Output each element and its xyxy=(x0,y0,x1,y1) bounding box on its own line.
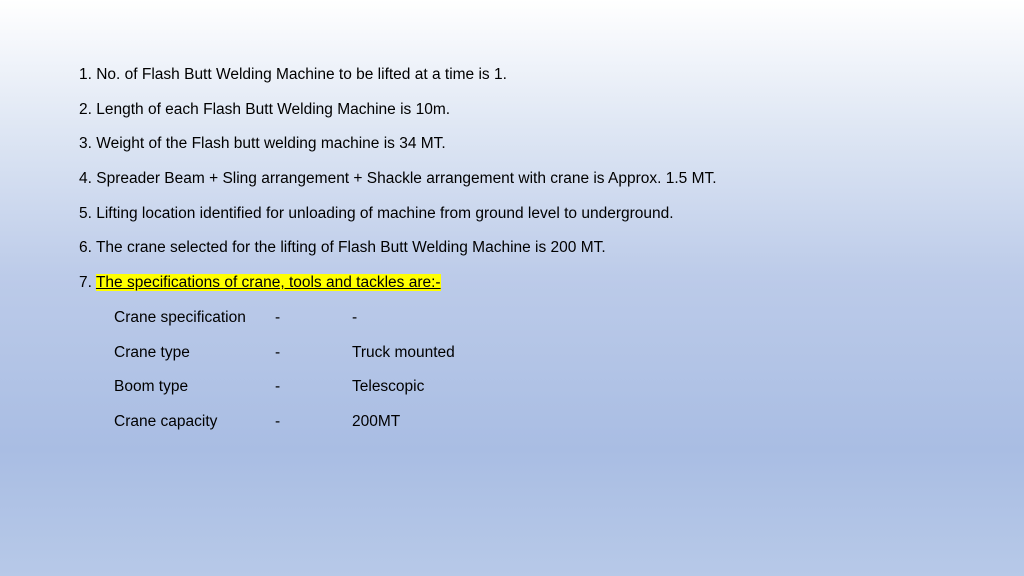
spec-name: Boom type xyxy=(114,378,189,395)
spec-value: Telescopic xyxy=(352,378,425,395)
spec-separator: - xyxy=(275,378,281,395)
spec-separator: - xyxy=(275,309,281,326)
list-item-text: 4. Spreader Beam + Sling arrangement + Shackle arrangement with crane is Approx. 1.5 MT. xyxy=(79,170,717,188)
list-item-7 xyxy=(79,272,717,307)
list-item-4 xyxy=(79,168,717,203)
spec-name: Crane type xyxy=(114,343,190,361)
spec-row-crane-capacity xyxy=(114,411,614,446)
list-item-text: 5. Lifting location identified for unloading of machine from ground level to underground. xyxy=(79,204,674,222)
numbered-list xyxy=(79,64,717,307)
list-item-number: 7. xyxy=(79,274,96,292)
highlighted-heading: The specifications of crane, tools and tackles are:- xyxy=(95,274,441,292)
crane-spec-table xyxy=(114,307,614,445)
list-item-5 xyxy=(79,203,717,238)
spec-name: Crane specification xyxy=(114,309,246,326)
list-item-3 xyxy=(79,133,717,168)
spec-row-crane-specification xyxy=(114,307,614,342)
list-item-text: 3. Weight of the Flash butt welding machine is 34 MT. xyxy=(79,135,446,153)
spec-value: - xyxy=(352,309,358,326)
list-item-2 xyxy=(79,99,717,134)
spec-separator: - xyxy=(275,412,281,430)
list-item-text: 2. Length of each Flash Butt Welding Machine is 10m. xyxy=(79,100,451,118)
list-item-text: 6. The crane selected for the lifting of Flash Butt Welding Machine is 200 MT. xyxy=(79,239,606,257)
spec-name: Crane capacity xyxy=(114,412,218,430)
spec-row-boom-type xyxy=(114,376,614,411)
list-item-6 xyxy=(79,237,717,272)
spec-separator: - xyxy=(275,343,281,361)
list-item-text: 1. No. of Flash Butt Welding Machine to be lifted at a time is 1. xyxy=(79,66,507,83)
spec-value: 200MT xyxy=(352,412,401,430)
list-item-1 xyxy=(79,64,717,99)
spec-value: Truck mounted xyxy=(352,343,455,361)
spec-row-crane-type xyxy=(114,342,614,377)
